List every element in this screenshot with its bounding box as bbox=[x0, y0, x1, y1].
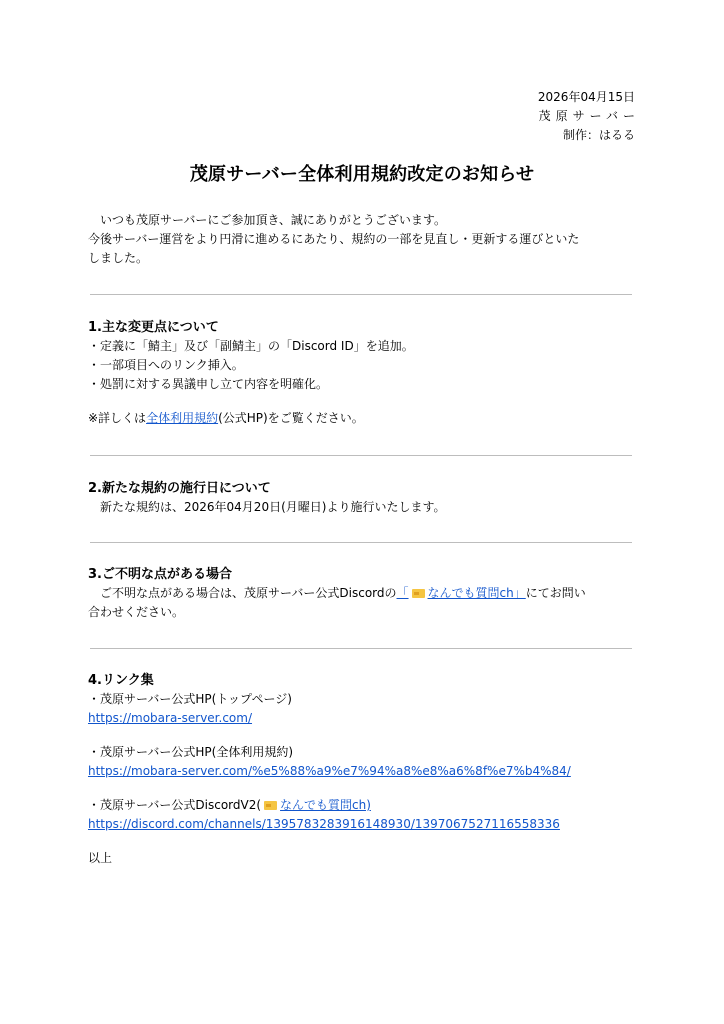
section-links bbox=[88, 671, 638, 868]
discord-channel-link[interactable] bbox=[261, 798, 371, 812]
contact-text: ご不明な点がある場合は、茂原サーバー公式Discordの bbox=[100, 586, 397, 600]
author-credit: 制作：はるる bbox=[562, 128, 635, 142]
link-item-label: ・茂原サーバー公式HP(トップページ) bbox=[88, 692, 292, 706]
section-changes bbox=[88, 318, 638, 428]
section-heading: 3.ご不明な点がある場合 bbox=[88, 567, 232, 582]
contact-line bbox=[88, 584, 638, 603]
section-body: 新たな規約は、2026年04月20日(月曜日)より施行いたします。 bbox=[100, 500, 446, 514]
section-heading: 4.リンク集 bbox=[88, 673, 154, 688]
organization-name: 茂原サーバー bbox=[538, 109, 640, 123]
section-heading: 1.主な変更点について bbox=[88, 320, 219, 335]
question-channel-link[interactable] bbox=[397, 586, 526, 600]
contact-line: 合わせください。 bbox=[88, 605, 185, 619]
intro-paragraph bbox=[88, 211, 638, 268]
discord-label-prefix: ・茂原サーバー公式DiscordV2( bbox=[88, 798, 262, 812]
intro-line: しました。 bbox=[88, 251, 149, 265]
section-heading: 2.新たな規約の施行日について bbox=[88, 481, 271, 496]
section-divider bbox=[90, 542, 632, 543]
closing-text: 以上 bbox=[88, 851, 113, 865]
link-item-label bbox=[88, 796, 638, 815]
section-divider bbox=[90, 455, 632, 456]
note-prefix: ※詳しくは bbox=[88, 411, 147, 425]
document-header bbox=[537, 88, 640, 145]
section-divider bbox=[90, 294, 632, 295]
link-bracket: 「 bbox=[396, 586, 409, 600]
list-item: ・定義に「鯖主」及び「副鯖主」の「Discord ID」を追加。 bbox=[88, 339, 414, 353]
link-item-label: ・茂原サーバー公式HP(全体利用規約) bbox=[88, 745, 294, 759]
terms-url-link[interactable]: https://mobara-server.com/%e5%88%a9%e7%94%a8%e8%a6%8f%e7%b4%84/ bbox=[88, 764, 571, 778]
note-suffix: (公式HP)をご覧ください。 bbox=[218, 411, 364, 425]
issue-date: 2026年04月15日 bbox=[537, 90, 635, 104]
section-effective-date bbox=[88, 479, 638, 517]
section-divider bbox=[90, 648, 632, 649]
details-note bbox=[88, 409, 638, 428]
contact-suffix: にてお問い bbox=[525, 586, 586, 600]
ticket-emoji-icon bbox=[412, 589, 425, 598]
discord-url-link[interactable]: https://discord.com/channels/1395783283916148930/1397067527116558336 bbox=[88, 817, 560, 831]
ticket-emoji-icon bbox=[264, 801, 277, 810]
discord-channel-text: なんでも質問ch) bbox=[280, 798, 371, 812]
page-title: 茂原サーバー全体利用規約改定のお知らせ bbox=[189, 164, 535, 185]
intro-line: いつも茂原サーバーにご参加頂き、誠にありがとうございます。 bbox=[100, 213, 446, 227]
homepage-url-link[interactable]: https://mobara-server.com/ bbox=[88, 711, 253, 725]
intro-line: 今後サーバー運営をより円滑に進めるにあたり、規約の一部を見直し・更新する運びといた bbox=[88, 232, 580, 246]
list-item: ・一部項目へのリンク挿入。 bbox=[88, 358, 244, 372]
list-item: ・処罰に対する異議申し立て内容を明確化。 bbox=[88, 377, 329, 391]
section-contact bbox=[88, 565, 638, 622]
link-text: なんでも質問ch」 bbox=[427, 586, 526, 600]
terms-link[interactable]: 全体利用規約 bbox=[146, 411, 219, 425]
